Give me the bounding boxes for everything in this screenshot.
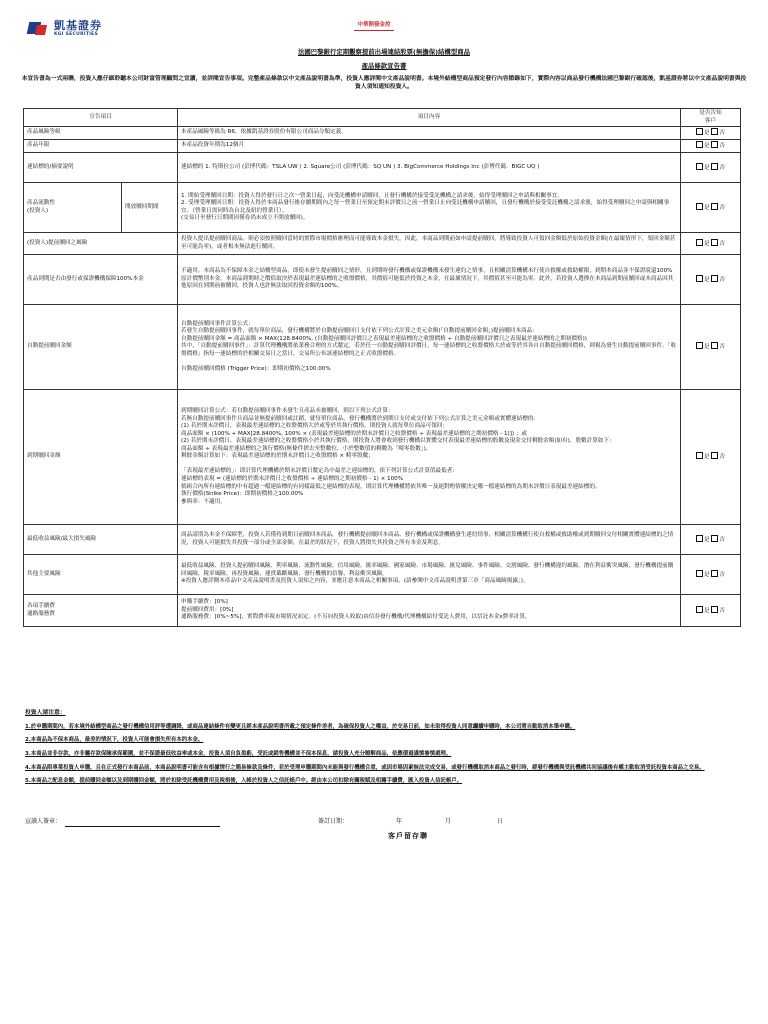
no-checkbox[interactable]: [711, 163, 718, 170]
informed-checkboxes: [681, 305, 741, 390]
row-item-label: 到期贖回金額: [24, 390, 178, 525]
yes-checkbox[interactable]: [696, 141, 703, 148]
note-item: 4.本商品限專業投資人申購，且在正式發行本商品前，本商品說明書可能含有根據情行之簡易條款及條件，若於受理申購期間內未能與發行機構合意，或因市場因素無法完成交易，或發行機構取消本商品之發行時，經發行機構與受託機構共同協議後有權主動取消受託投資本商品之交易。: [25, 764, 705, 771]
no-label: 否: [719, 571, 726, 578]
date-label: 簽訂日期：: [318, 818, 349, 825]
date-day: 日: [497, 818, 504, 825]
informed-checkboxes: [681, 140, 741, 153]
table-row: [24, 255, 741, 305]
informed-checkboxes: [681, 390, 741, 525]
informed-checkboxes: [681, 127, 741, 140]
signature-line[interactable]: [65, 826, 220, 827]
no-label: 否: [719, 240, 726, 247]
date-month: 月: [445, 818, 452, 825]
informed-checkboxes: [681, 255, 741, 305]
no-checkbox[interactable]: [711, 535, 718, 542]
note-item: 3.本商品並非存款，亦非屬存款保險承保範圍，並不保證最低收益率或本金，投資人須自負盈虧，受託或銷售機構並不保本保息，請投資人充分瞭解商品，依應債過謹慎審慎處理。: [25, 750, 452, 757]
no-label: 否: [719, 536, 726, 543]
no-label: 否: [719, 344, 726, 351]
brand-cn: 凱基證券: [54, 19, 102, 32]
notes-heading: 投資人請注意：: [25, 710, 66, 716]
yes-checkbox[interactable]: [696, 239, 703, 246]
cdf-logo-text: 中華開發金控: [357, 22, 391, 28]
yes-checkbox[interactable]: [696, 275, 703, 282]
table-header-row: [24, 109, 741, 127]
row-content: 本產品風險等級為 R6，依據凱基證券股份有限公司商品分類定義。: [178, 127, 681, 140]
note-item: 1.於申購期間內，若本境外結構型商品之發行機構信用評等遭調降，或商品連結條件有變更且經本產品說明書所載之預定條件差者，為確保投資人之權益，於交易日前，如未取得投資人同意繼續申購時，本公司將自動取消本筆申購。: [25, 723, 576, 730]
informed-checkboxes: [681, 555, 741, 595]
yes-label: 是: [704, 536, 710, 543]
kgi-logo-icon: [28, 20, 50, 38]
kgi-logo: [28, 20, 102, 38]
no-checkbox[interactable]: [711, 570, 718, 577]
brand-en: KGI SECURITIES: [54, 32, 99, 38]
row-item-label: 連結標的/摘要說明: [24, 153, 178, 183]
yes-checkbox[interactable]: [696, 163, 703, 170]
no-checkbox[interactable]: [711, 606, 718, 613]
yes-label: 是: [704, 571, 710, 578]
row-content: 申購手續費：[0%] 提前贖回費用：[0%] 通路服務費：[0%~5%]，實際費率視市場情況而定。(不另向投資人收取)由信券發行機構/代理機構給付受託人費用，以信託本金x費率計算。: [178, 595, 681, 627]
header-informed: 是否告知 客戶: [681, 109, 741, 127]
yes-checkbox[interactable]: [696, 342, 703, 349]
no-checkbox[interactable]: [711, 128, 718, 135]
yes-label: 是: [704, 607, 710, 614]
no-label: 否: [719, 164, 726, 171]
signature-row: [25, 818, 740, 830]
title-block: [20, 48, 748, 92]
table-row: [24, 525, 741, 555]
table-row: [24, 183, 741, 233]
no-label: 否: [719, 607, 726, 614]
no-checkbox[interactable]: [711, 452, 718, 459]
table-row: [24, 595, 741, 627]
table-row: [24, 140, 741, 153]
table-row: [24, 127, 741, 140]
yes-checkbox[interactable]: [696, 606, 703, 613]
row-content: 到期贖回計算公式：若自動提前贖回事件未發生且產品未被贖回，則以下列公式計算： 若無自動提前贖回事件且商品並無提前贖回或註銷，就每單位商品，發行機構將於到期日支付或交付依下列公式計算之美元金額或實體連結標的： (1) 若於期末評價日，表現最差連結標的之收盤價格大於或等於其執行價格，則投資人就每單位商品可領回： 商品面額 × (100% + MAX[28.8400%, 100% × (表現最差連結標的於期末評價日之收盤價格 ÷ 表現最差連結標的之期初價格 - 1)]) ；或 (2) 若於期末評價日，表現最差連結標的之收盤價格小於其執行價格，則投資人將會收到發行機構以實體交付表現最差連結標的股數及現金交付剩餘金額(如有)，股數計算如下： 商品面額 ÷ 表現最差連結標的之執行價格(無條件捨去至整數位，小於整數值的剩數為「畸零股數」)， 剩餘金額計算如下：表現最差連結標的於期末評價日之收盤價格 × 畸零股數； 「表現最差連結標的」：即計算代理機構於期末評價日釐定為中最差之連結標的，依下列計算公式計算值最低者： 連結標的表現 = (連結標的於期末評價日之收盤價格 ÷ 連結標的之期初價格 - 1) × 100% 倘組合內所有連結標的中有超過一檔連結標的有同樣最低之連結標的表現，則計算代理機構將依其唯一及絕對酌情權決定哪一檔連結標的為期末評價日表現最差連結標的。 執行價格(Strike Price)：即期初價格之100.00% 參與率：不適用。: [178, 390, 681, 525]
table-row: [24, 233, 741, 255]
row-item-label: 產品年限: [24, 140, 178, 153]
header-content: 項目內容: [178, 109, 681, 127]
doc-intro: 本宣告書為一式兩聯，投資人應仔細聆聽本公司財富管理顧問之宣讀，並詳閱宣告事項。完整產品條款以中文產品說明書為準，投資人應詳閱中文產品說明書。本境外結構型商品預定發行內容節錄如下，實際內容以商品發行機構法國巴黎銀行確認後，凱基證券將以中文產品說明書與投資人須知通知投資人。: [21, 76, 747, 91]
yes-label: 是: [704, 276, 710, 283]
informed-checkboxes: [681, 233, 741, 255]
yes-label: 是: [704, 240, 710, 247]
no-label: 否: [719, 276, 726, 283]
declaration-table: [23, 108, 741, 627]
investor-notes: [25, 710, 740, 792]
yes-label: 是: [704, 164, 710, 171]
note-item: 2.本商品為不保本商品，最差的情況下，投資人可能會損失所有本的本金。: [25, 737, 204, 744]
yes-checkbox[interactable]: [696, 535, 703, 542]
row-item-label: 各項手續費 通路服務費: [24, 595, 178, 627]
no-label: 否: [719, 130, 726, 137]
informed-checkboxes: [681, 153, 741, 183]
table-row: [24, 390, 741, 525]
informed-checkboxes: [681, 183, 741, 233]
row-content: 不適用。本商品為不保障本金之結構型商品，即使未發生提前贖回之情形，且到期時發行機構或保證機構未發生違約之情事，且相關清算機構未行使自救權或救助權限，到期本商品並不保證說還100%原計價幣別本金，本商品到期時之價值取決於表現最差連結標的之收盤價格，其價值可能低於投資之本金，在最壞情況下，其價值甚至可能為零。此外，若投資人選擇在本商品到期前贖回或本商品因其他原因在到期前被贖回，投資人也許無法取回投資金額的100%。: [178, 255, 681, 305]
row-content: 自動提前贖回事件計算公式： 若發生自動提前贖回事件，就每單位商品，發行機構將於自動提前贖回日支付依下列公式計算之美元金額(「自動提前贖回金額」)提前贖回本商品： 自動提前贖回金額 = 商品面額 × MAX(128.8400%, (自動提前贖回評價日之表現最差連結標的之收盤價格 ÷ 自動提前贖回評價日之表現最差連結標的之期初價格)) 其中，「自動提前贖回事件」：計算代理機構將依業務合理的方式釐定，若於任一自動提前贖回評價日，每一連結標的之收盤價格大於或等於其各自自動提前贖回價格，則視為發生自動提前贖回事件。「收盤價格」指每一連結標的於相關交易日之當日，交易所公布該連結標的之正式收盤價格。 自動提前贖回價格 (Trigger Price)：即期初價格之100.00%: [178, 305, 681, 390]
doc-title: 法國巴黎銀行定期觀察提前出場連結股票(無擔保)結構型商品: [298, 48, 470, 56]
row-item-label: 產品流動性 (投資人): [24, 183, 122, 233]
note-item: 5.本商品之配息金額，提前贖回金額以及到期贖回金額，將於扣除受託機構費用及稅捐後，入帳於投資人之信託帳戶中。經由本公司扣除有關稅賦及相關手續費，匯入投資人信託帳戶。: [25, 778, 463, 785]
yes-label: 是: [704, 344, 710, 351]
declarant-label: 宣讀人簽章：: [25, 818, 62, 825]
row-content: 商品請別為本金不保障型，投資人若僅持到期日前贖回本商品，發行機構提前贖回本商品、發行機構或保證機構發生違約情事，相關清算機構行使自救權或救助權或到期贖回交付相關實體連結標的之情況，投資人可能損失其投資一部分或全部金額，在最差的狀況下，投資人將損失其投資之所有本金及利息。: [178, 525, 681, 555]
row-item-label: 產品到期是否由發行或保證機構保障100%本金: [24, 255, 178, 305]
table-row: [24, 153, 741, 183]
yes-label: 是: [704, 454, 710, 461]
yes-checkbox[interactable]: [696, 570, 703, 577]
row-item-label: 最低收益風險/最大損失風險: [24, 525, 178, 555]
row-content: 本產品投資年期為12個月: [178, 140, 681, 153]
header-item: 宣告項目: [24, 109, 178, 127]
row-content: 最低收益風險、投資人提前贖回風險、利率風險、流動性風險、信用風險、匯率風險、國家風險、市場風險、匯兌風險、事件風險、交割風險、發行機構違約風險、潛在利益衝突風險、發行機構提前贖回風險、稅率風險、再投資風險、連貫截斷風險、發行機構的信譽、利益衝突風險。 ※投資人應詳閱本產品中文產品說明書及投資人須知之內容，並應注意本商品之相關事項，(請參閱中文產品說明書第三章「商品風險揭露」)。: [178, 555, 681, 595]
date-year: 年: [396, 818, 403, 825]
yes-label: 是: [704, 204, 710, 211]
row-item-label: 產品風險等級: [24, 127, 178, 140]
informed-checkboxes: [681, 525, 741, 555]
yes-checkbox[interactable]: [696, 203, 703, 210]
yes-label: 是: [704, 130, 710, 137]
row-item-label: 其他主要風險: [24, 555, 178, 595]
no-checkbox[interactable]: [711, 275, 718, 282]
customer-copy-label: 客戶留存聯: [388, 832, 428, 840]
no-label: 否: [719, 454, 726, 461]
no-checkbox[interactable]: [711, 141, 718, 148]
no-label: 否: [719, 204, 726, 211]
row-content: 連結標的 1. 特斯拉公司 (彭博代碼：TSLA UW ) 2. Square公司 (彭博代碼：SQ UN ) 3. BigCommerce Holdings Inc (彭博代碼：BIGC UQ ): [178, 153, 681, 183]
row-subitem-label: 開放贖回期間: [122, 183, 178, 233]
table-row: [24, 555, 741, 595]
row-item-label: 自動提前贖回金額: [24, 305, 178, 390]
page-header: [28, 20, 740, 44]
row-content: 1. 開始受理贖回日期：投資人得於發行日之次一營業日起，向受託機構申請贖回，且發行機構於接受受託機構之請求後，始得受理贖回之申請與相關事宜。 2. 受理受理贖回日期：投資人得於本商品發行後存續期間內之每一營業日至預定期末評價日之前一營業日止向受託機構申請贖回，且發行機構於接受受託機構之請求後，始得受理贖回之申請與相關事宜。（營業日需同時為台北及紐約營業日）。 (交易日至發行日期間因僅券尚未成立不開放贖回)。: [178, 183, 681, 233]
row-content: 投資人提出提前贖回商品，則必須按照贖回當時的實際市場價格辦理而可能導致本金損失，因此，本商品到期前如申請提前贖回，將導致投資人可領回金額低於原始投資金額(在最壞情形下，領回金額甚至可能為零)，或者根本無法進行贖回。: [178, 233, 681, 255]
row-item-label: (投資人)提前贖回之風險: [24, 233, 178, 255]
no-checkbox[interactable]: [711, 203, 718, 210]
no-checkbox[interactable]: [711, 342, 718, 349]
yes-checkbox[interactable]: [696, 452, 703, 459]
doc-subtitle: 產品條款宣告書: [361, 61, 407, 70]
table-row: [24, 305, 741, 390]
no-label: 否: [719, 143, 726, 150]
yes-label: 是: [704, 143, 710, 150]
cdf-logo: [354, 22, 394, 31]
no-checkbox[interactable]: [711, 239, 718, 246]
yes-checkbox[interactable]: [696, 128, 703, 135]
informed-checkboxes: [681, 595, 741, 627]
